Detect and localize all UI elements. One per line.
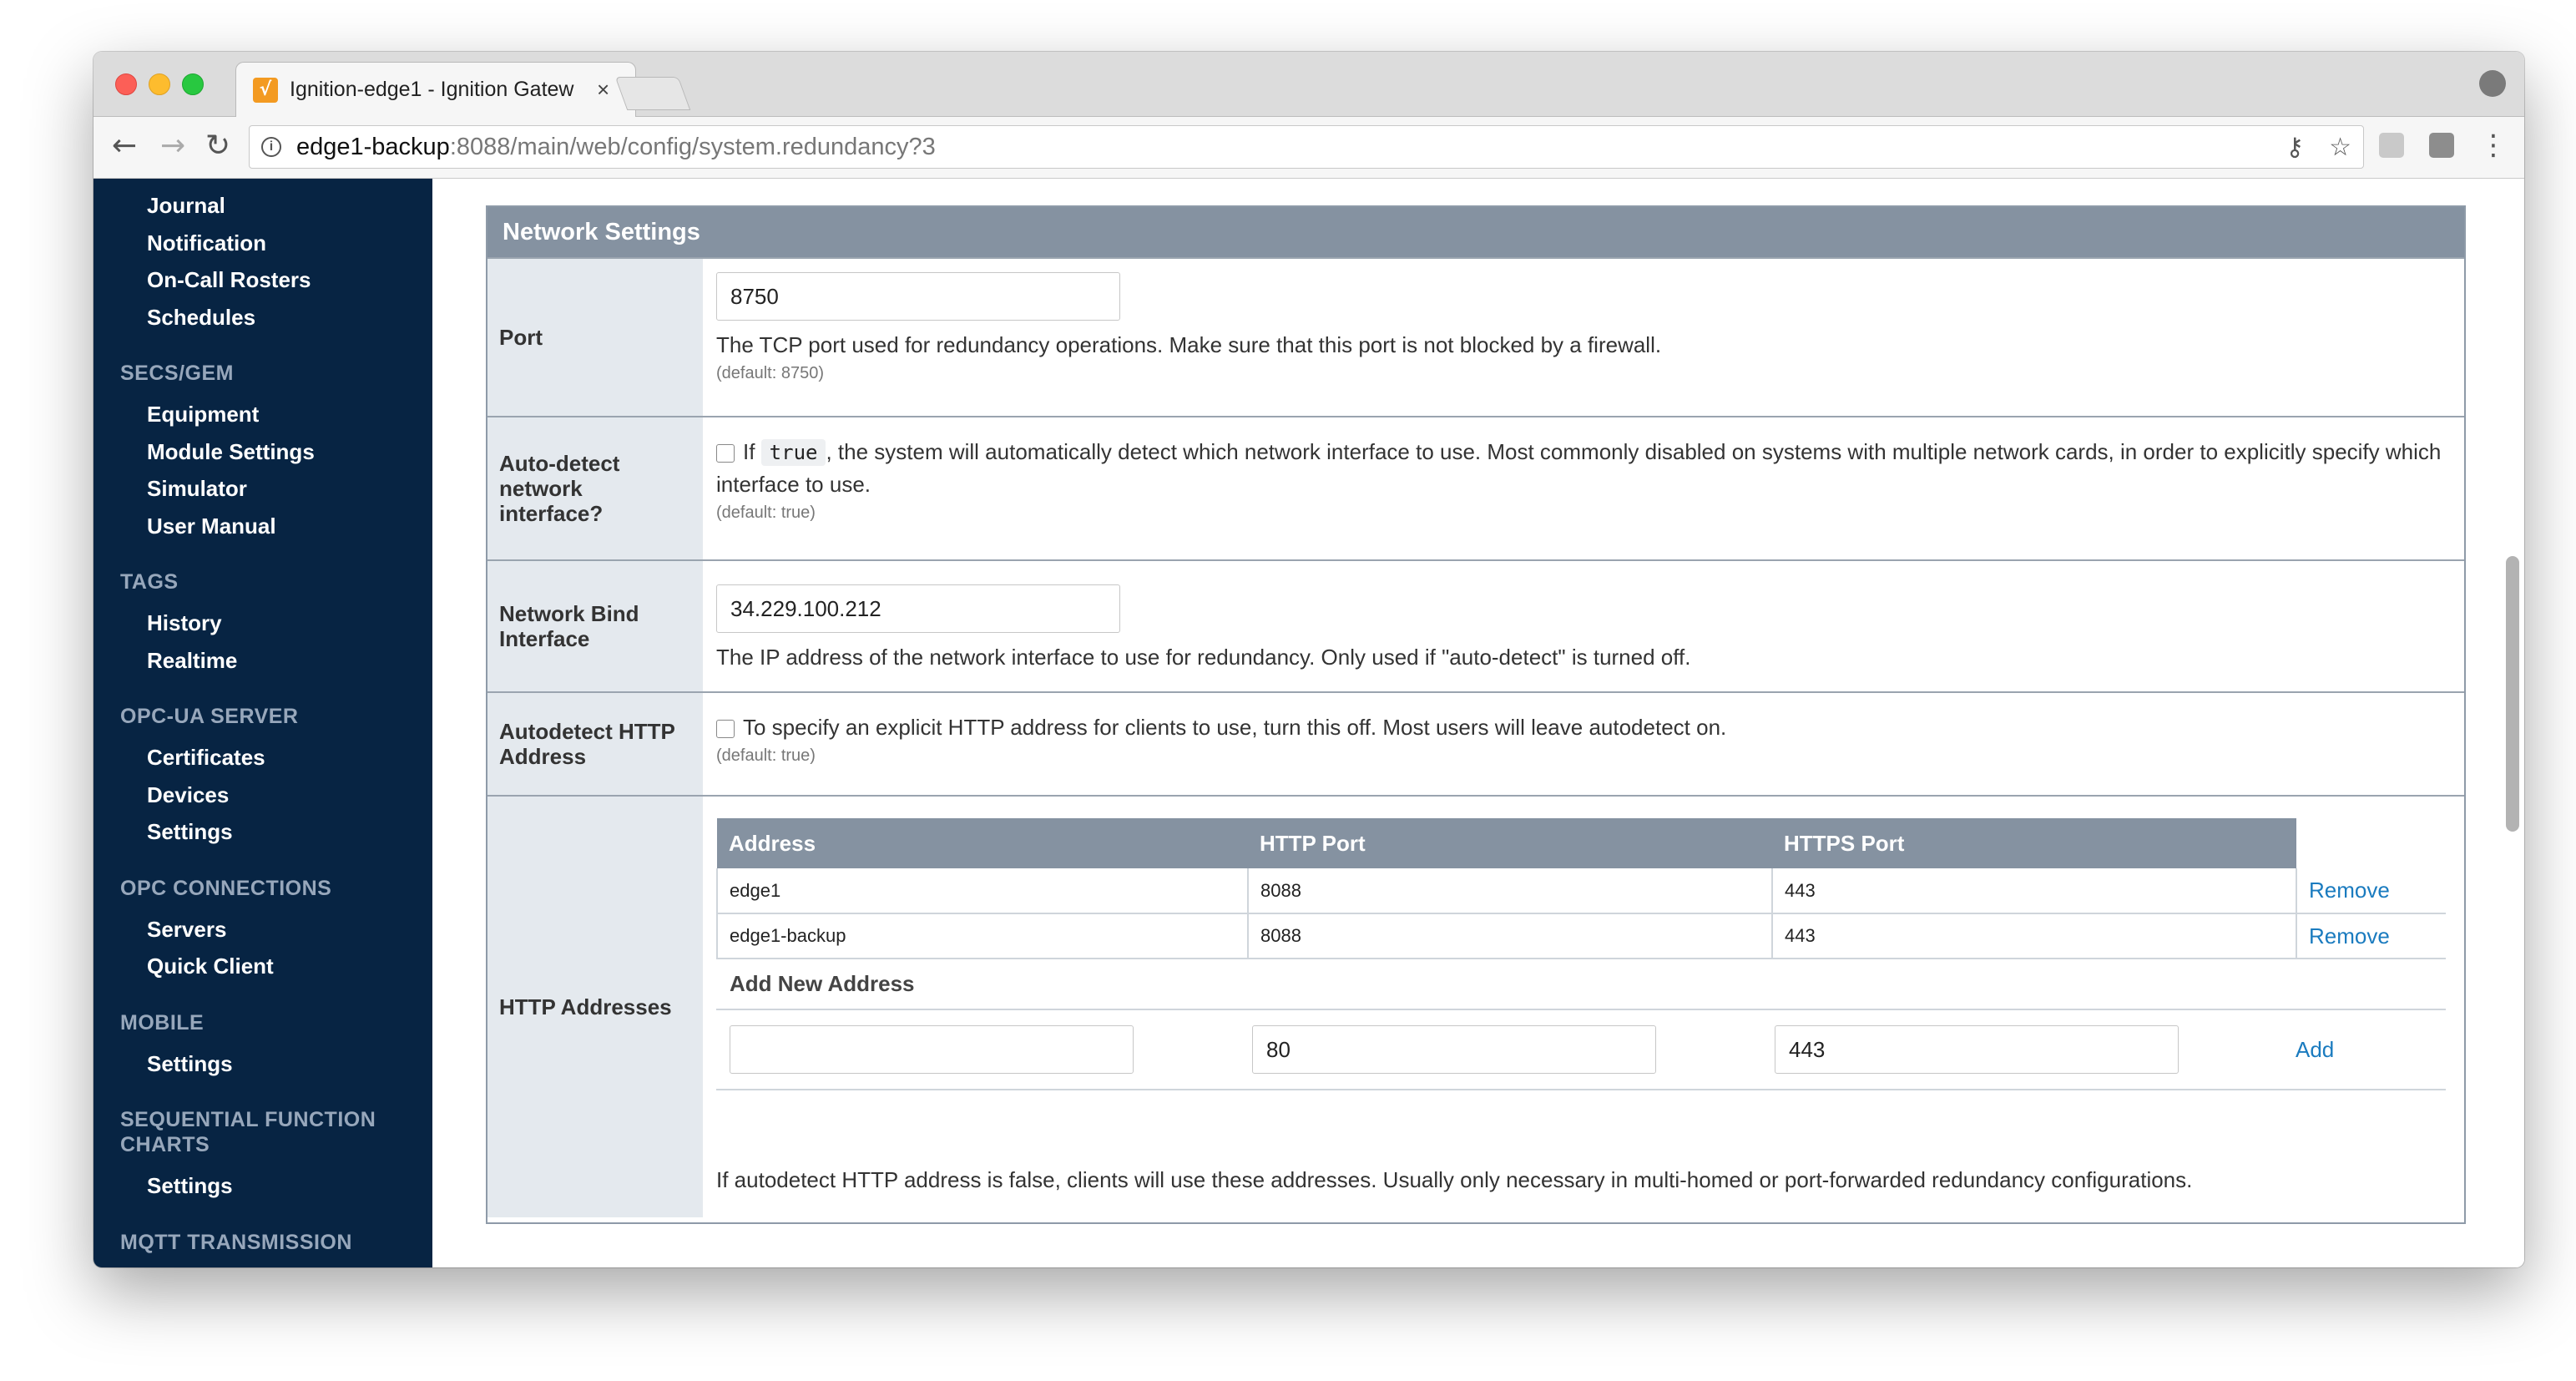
table-row (717, 868, 2446, 913)
sidebar-item-schedules[interactable]: Schedules (147, 304, 256, 330)
address-cell: edge1-backup (717, 913, 1248, 959)
sidebar-section-heading: MOBILE (120, 1010, 205, 1034)
https-port-cell: 443 (1772, 868, 2296, 913)
bind-interface-description: The IP address of the network interface to use for redundancy. Only used if "auto-detect" is turned off. (716, 645, 1691, 670)
col-action-header (2296, 818, 2446, 868)
sidebar-item-devices[interactable]: Devices (147, 782, 230, 807)
http-addresses-table (716, 818, 2446, 959)
add-address-button[interactable]: Add (2296, 1036, 2335, 1062)
bookmark-star-icon[interactable]: ☆ (2329, 133, 2351, 162)
autodetect-interface-default: (default: true) (716, 503, 816, 522)
sidebar-item-settings[interactable]: Settings (147, 1173, 233, 1198)
sidebar-item-history[interactable]: History (147, 610, 222, 635)
http-addresses-note: If autodetect HTTP address is false, clients will use these addresses. Usually only necessary in multi-homed or port-forwarded redundancy configurations. (716, 1167, 2193, 1192)
autodetect-desc-pre: If (743, 439, 761, 464)
menu-kebab-icon[interactable]: ⋮ (2479, 129, 2508, 162)
autodetect-http-checkbox[interactable] (716, 720, 735, 738)
sidebar-item-notification[interactable]: Notification (147, 230, 266, 255)
sidebar-item-certificates[interactable]: Certificates (147, 745, 265, 770)
drive-extension-icon[interactable] (2379, 133, 2404, 158)
add-new-address-title: Add New Address (716, 959, 2446, 1010)
bind-interface-label: Network Bind Interface (487, 561, 703, 691)
bind-interface-input[interactable]: 34.229.100.212 (716, 584, 1120, 633)
vertical-scrollbar[interactable] (2506, 556, 2519, 832)
autodetect-interface-label: Auto-detect network interface? (487, 417, 703, 559)
sidebar-item-simulator[interactable]: Simulator (147, 476, 247, 501)
port-input[interactable]: 8750 (716, 272, 1120, 321)
autodetect-http-row (487, 691, 2464, 795)
ignition-favicon-icon: √ (253, 78, 278, 103)
port-default: (default: 8750) (716, 364, 824, 382)
new-address-input[interactable] (730, 1025, 1134, 1074)
new-https-port-input[interactable]: 443 (1775, 1025, 2179, 1074)
http-port-cell: 8088 (1248, 868, 1772, 913)
forward-arrow-icon[interactable]: → (160, 129, 186, 163)
maximize-window-button[interactable] (182, 73, 204, 95)
new-http-port-input[interactable]: 80 (1252, 1025, 1656, 1074)
sidebar-item-realtime[interactable]: Realtime (147, 647, 238, 673)
autodetect-http-default: (default: true) (716, 746, 816, 765)
sidebar-section-heading: OPC CONNECTIONS (120, 876, 332, 900)
sidebar-section-heading: OPC-UA SERVER (120, 705, 299, 728)
sidebar-nav (93, 179, 432, 1267)
remove-link[interactable]: Remove (2309, 878, 2390, 903)
autodetect-http-label: Autodetect HTTP Address (487, 693, 703, 795)
http-port-cell: 8088 (1248, 913, 1772, 959)
autodetect-http-description: To specify an explicit HTTP address for clients to use, turn this off. Most users will leave autodetect on. (743, 715, 1727, 740)
main-area (432, 179, 2524, 1267)
network-settings-panel (486, 205, 2466, 1224)
col-http-port-header: HTTP Port (1248, 818, 1772, 868)
port-row (487, 257, 2464, 416)
tab-strip (93, 52, 2524, 117)
col-address-header: Address (717, 818, 1248, 868)
browser-tab[interactable] (235, 62, 636, 117)
sidebar-item-quick-client[interactable]: Quick Client (147, 954, 274, 979)
site-info-icon[interactable]: i (261, 137, 281, 157)
sidebar-section-heading: MQTT TRANSMISSION (120, 1230, 352, 1254)
sidebar-item-journal[interactable]: Journal (147, 193, 225, 218)
remove-link[interactable]: Remove (2309, 923, 2390, 948)
autodetect-desc-code: true (761, 439, 826, 466)
browser-toolbar (93, 117, 2524, 179)
address-bar[interactable] (249, 125, 2364, 169)
col-https-port-header: HTTPS Port (1772, 818, 2296, 868)
table-row (717, 913, 2446, 959)
autodetect-interface-row (487, 416, 2464, 559)
profile-icon[interactable] (2479, 70, 2506, 97)
url-path: :8088/main/web/config/system.redundancy?3 (449, 133, 936, 160)
sidebar-section-heading: SEQUENTIAL FUNCTION CHARTS (120, 1108, 376, 1156)
browser-window (93, 52, 2524, 1267)
sidebar-item-settings[interactable]: Settings (147, 819, 233, 844)
autodetect-desc-post: , the system will automatically detect which network interface to use. Most commonly disabled on systems with multiple network cards, in order to explicitly specify which interface to use. (716, 439, 2442, 497)
sidebar-section-heading: TAGS (120, 570, 179, 594)
https-port-cell: 443 (1772, 913, 2296, 959)
tab-title: Ignition-edge1 - Ignition Gatew (290, 78, 574, 101)
tab-close-icon[interactable]: × (597, 77, 610, 102)
back-arrow-icon[interactable]: ← (112, 129, 138, 163)
sidebar-item-settings[interactable]: Settings (147, 1050, 233, 1076)
add-address-row (716, 1010, 2446, 1090)
autodetect-interface-checkbox[interactable] (716, 444, 735, 463)
sidebar-item-equipment[interactable]: Equipment (147, 402, 260, 427)
port-label: Port (487, 259, 703, 416)
sidebar-section-heading: SECS/GEM (120, 362, 234, 385)
panel-title: Network Settings (487, 207, 2464, 257)
reload-icon[interactable]: ↻ (205, 129, 231, 163)
minimize-window-button[interactable] (149, 73, 170, 95)
address-cell: edge1 (717, 868, 1248, 913)
new-tab-button[interactable] (615, 77, 691, 110)
http-addresses-label: HTTP Addresses (487, 797, 703, 1217)
sidebar-item-module-settings[interactable]: Module Settings (147, 438, 315, 464)
bind-interface-row (487, 559, 2464, 691)
extension-icon[interactable] (2429, 133, 2454, 158)
url-host: edge1-backup (296, 133, 450, 160)
sidebar-item-on-call-rosters[interactable]: On-Call Rosters (147, 267, 311, 292)
key-icon[interactable]: ⚷ (2286, 133, 2305, 162)
sidebar-item-servers[interactable]: Servers (147, 916, 227, 942)
http-addresses-row (487, 795, 2464, 1217)
sidebar-item-user-manual[interactable]: User Manual (147, 513, 276, 539)
close-window-button[interactable] (115, 73, 137, 95)
page-content (93, 179, 2524, 1267)
port-description: The TCP port used for redundancy operations. Make sure that this port is not blocked by a firewall. (716, 332, 1662, 357)
